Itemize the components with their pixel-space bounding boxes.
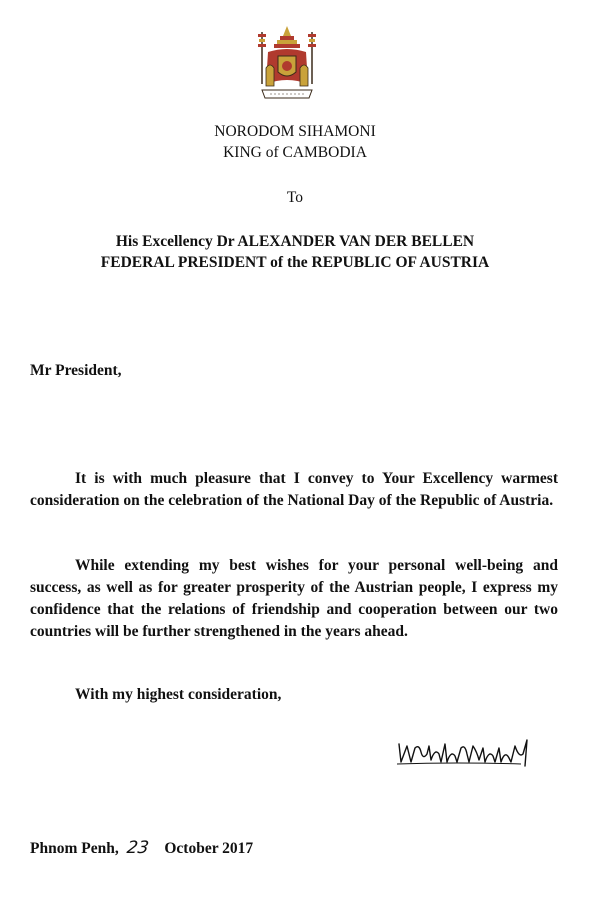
- sender-name: NORODOM SIHAMONI: [214, 123, 376, 140]
- recipient-line-2: FEDERAL PRESIDENT of the REPUBLIC OF AUSTRIA: [100, 254, 490, 271]
- sender-title: KING of CAMBODIA: [223, 144, 367, 161]
- recipient-block: [0, 231, 590, 273]
- body-paragraph-1: It is with much pleasure that I convey to Your Excellency warmest consideration on the celebration of the National Day of the Republic of Austria.: [30, 470, 558, 509]
- royal-coat-of-arms-icon: [252, 24, 322, 104]
- body-paragraph-2: While extending my best wishes for your personal well-being and success, as well as for greater prosperity of the Austrian people, I express my confidence that the relations of friendship and cooperation between our two countries will be further strengthened in the years ahead.: [30, 557, 558, 640]
- to-label: To: [286, 189, 304, 206]
- place-and-date: [30, 838, 253, 858]
- month-year: October 2017: [164, 840, 254, 857]
- handwritten-signature: [395, 732, 535, 772]
- place: Phnom Penh,: [30, 840, 119, 857]
- closing-line: With my highest consideration,: [75, 686, 282, 703]
- sender-block: [0, 121, 590, 163]
- recipient-line-1: His Excellency Dr ALEXANDER VAN DER BELLEN: [115, 233, 475, 250]
- salutation: Mr President,: [30, 362, 122, 379]
- handwritten-day: 23: [125, 838, 150, 858]
